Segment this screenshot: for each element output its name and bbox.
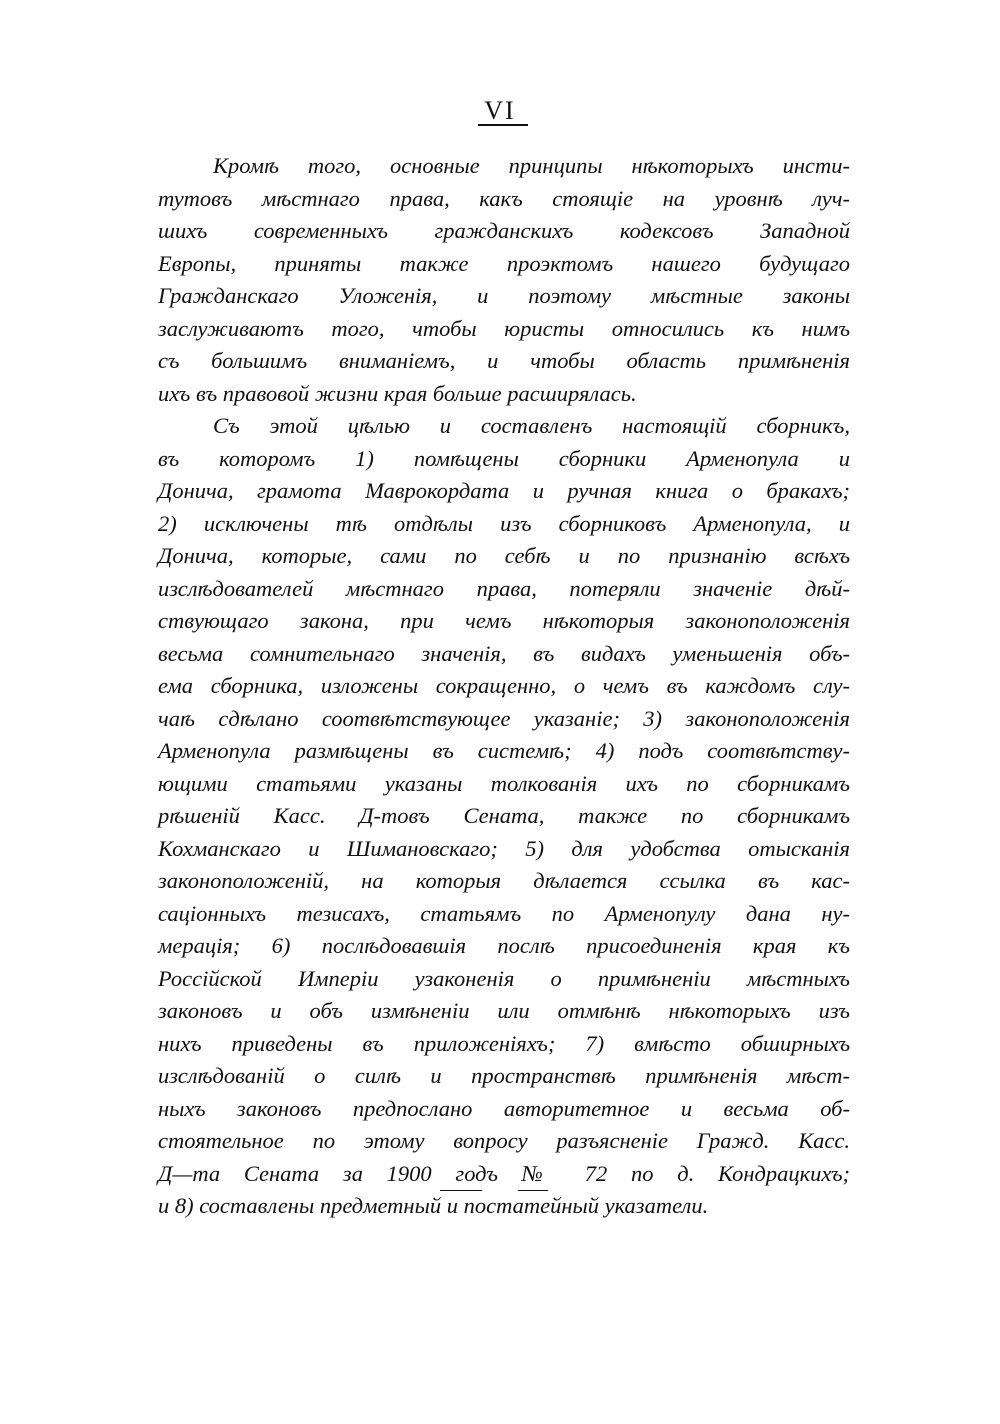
text-line: въ которомъ 1) помѣщены сборники Арменопула и <box>158 445 850 471</box>
text-line: ющими статьями указаны толкованія ихъ по сборникамъ <box>158 770 850 796</box>
text-line: Донича, которые, сами по себѣ и по признанію всѣхъ <box>158 543 850 568</box>
text-line: съ большимъ вниманіемъ, и чтобы область примѣненія <box>158 348 850 373</box>
text-line: Европы, приняты также проэктомъ нашего будущаго <box>158 250 850 276</box>
text-line: 2) исключены тѣ отдѣлы изъ сборниковъ Арменопула, и <box>158 510 850 536</box>
text-line: изслѣдователей мѣстнаго права, потеряли значеніе дѣй- <box>158 575 850 601</box>
text-line: законовъ и объ измѣненіи или отмѣнѣ нѣкоторыхъ изъ <box>158 998 850 1023</box>
text-line: весьма сомнительнаго значенія, въ видахъ уменьшенія объ- <box>158 640 850 666</box>
text-line: ствующаго закона, при чемъ нѣкоторыя законоположенія <box>158 608 850 633</box>
text-line: тутовъ мѣстнаго права, какъ стоящіе на уровнѣ луч- <box>158 185 850 211</box>
text-line: Кромѣ того, основные принципы нѣкоторыхъ инсти- <box>213 153 850 178</box>
text-line: Кохманскаго и Шимановскаго; 5) для удобства отысканія <box>158 835 850 861</box>
text-line: рѣшеній Касс. Д-товъ Сената, также по сборникамъ <box>158 803 850 828</box>
text-line: Арменопула размѣщены въ системѣ; 4) подъ соотвѣтству- <box>158 738 850 763</box>
text-line: Донича, грамота Маврокордата и ручная книга о бракахъ; <box>158 478 850 503</box>
text-line: ема сборника, изложены сокращенно, о чемъ въ каждомъ слу- <box>158 673 850 698</box>
text-line: мерація; 6) послѣдовавшія послѣ присоединенія края къ <box>158 933 850 958</box>
end-dash-left <box>440 1190 482 1191</box>
end-dash-right <box>518 1190 548 1191</box>
paragraph-2 <box>158 410 850 1223</box>
text-line: Гражданскаго Уложенія, и поэтому мѣстные законы <box>158 283 850 308</box>
paragraph-1 <box>158 150 850 410</box>
text-line: чаѣ сдѣлано соотвѣтствующее указаніе; 3) законоположенія <box>158 705 850 731</box>
text-line: саціонныхъ тезисахъ, статьямъ по Арменопулу дана ну- <box>158 900 850 926</box>
text-line: шихъ современныхъ гражданскихъ кодексовъ Западной <box>158 218 850 243</box>
text-line: нихъ приведены въ приложеніяхъ; 7) вмѣсто обширныхъ <box>158 1030 850 1056</box>
text-line: и 8) составлены предметный и постатейный указатели. <box>158 1193 709 1218</box>
text-line: стоятельное по этому вопросу разъясненіе Гражд. Касс. <box>158 1128 850 1153</box>
text-line: ныхъ законовъ предпослано авторитетное и весьма об- <box>158 1095 850 1121</box>
page-number-underline <box>478 124 528 126</box>
text-line: Съ этой цѣлью и составленъ настоящій сборникъ, <box>213 413 850 438</box>
main-text <box>158 150 850 1223</box>
text-line: изслѣдованій о силѣ и пространствѣ примѣненія мѣст- <box>158 1063 850 1088</box>
text-line: ихъ въ правовой жизни края больше расширялась. <box>158 380 637 406</box>
text-line: законоположеній, на которыя дѣлается ссылка въ кас- <box>158 868 850 893</box>
text-line: Россійской Имперіи узаконенія о примѣненіи мѣстныхъ <box>158 965 850 991</box>
text-line: заслуживаютъ того, чтобы юристы относились къ нимъ <box>158 315 850 341</box>
text-line: Д—та Сената за 1900 годъ № 72 по д. Кондрацкихъ; <box>158 1160 850 1186</box>
page-number: VI <box>484 96 516 125</box>
